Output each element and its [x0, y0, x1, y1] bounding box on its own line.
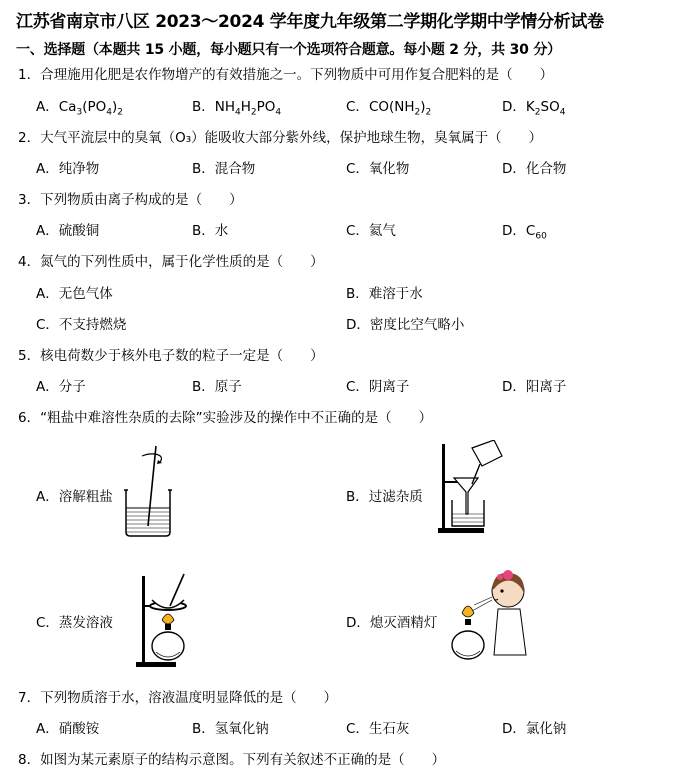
q7-option-d[interactable]: D．氯化钠 — [502, 721, 567, 737]
q2-option-b[interactable]: B．混合物 — [192, 161, 256, 177]
q1-option-c[interactable]: C．$CO(NH_2)_2$ — [346, 99, 432, 118]
q6-option-c[interactable]: C．蒸发溶液 — [36, 615, 113, 631]
question-7-stem: 7．下列物质溶于水，溶液温度明显降低的是（ ） — [18, 690, 338, 706]
section-heading: 一、选择题（本题共 15 小题，每小题只有一个选项符合题意。每小题 2 分，共 30 分） — [16, 42, 561, 58]
q2-option-c[interactable]: C．氧化物 — [346, 161, 410, 177]
question-6-stem: 6．“粗盐中难溶性杂质的去除”实验涉及的操作中不正确的是（ ） — [18, 410, 433, 426]
q4-option-c[interactable]: C．不支持燃烧 — [36, 317, 127, 333]
q6-option-a[interactable]: A．溶解粗盐 — [36, 489, 113, 505]
evaporation-figure — [132, 570, 212, 670]
blowing-alcohol-lamp-figure — [450, 565, 534, 673]
q4-option-b[interactable]: B．难溶于水 — [346, 286, 423, 302]
q6-option-d[interactable]: D．熄灭酒精灯 — [346, 615, 438, 631]
q1-option-a[interactable]: A．$Ca_3(PO_4)_2$ — [36, 99, 123, 118]
q3-option-c[interactable]: C．氦气 — [346, 223, 396, 239]
q2-option-a[interactable]: A．纯净物 — [36, 161, 100, 177]
filtration-figure — [432, 440, 512, 536]
q5-option-d[interactable]: D．阳离子 — [502, 379, 567, 395]
q7-option-a[interactable]: A．硝酸铵 — [36, 721, 100, 737]
q5-option-b[interactable]: B．原子 — [192, 379, 242, 395]
q3-option-d[interactable]: D．$C_{60}$ — [502, 223, 547, 242]
q6-option-b[interactable]: B．过滤杂质 — [346, 489, 423, 505]
q5-option-a[interactable]: A．分子 — [36, 379, 86, 395]
q2-option-d[interactable]: D．化合物 — [502, 161, 567, 177]
q1-option-b[interactable]: B．$NH_4H_2PO_4$ — [192, 99, 282, 118]
exam-title: 江苏省南京市八区 2023～2024 学年度九年级第二学期化学期中学情分析试卷 — [16, 12, 604, 32]
q7-option-b[interactable]: B．氢氧化钠 — [192, 721, 269, 737]
q4-option-d[interactable]: D．密度比空气略小 — [346, 317, 465, 333]
question-3-stem: 3．下列物质由离子构成的是（ ） — [18, 192, 243, 208]
q1-option-d[interactable]: D．$K_2SO_4$ — [502, 99, 566, 118]
q7-option-c[interactable]: C．生石灰 — [346, 721, 410, 737]
question-4-stem: 4．氮气的下列性质中，属于化学性质的是（ ） — [18, 254, 324, 270]
q3-option-a[interactable]: A．硫酸铜 — [36, 223, 100, 239]
question-8-stem: 8．如图为某元素原子的结构示意图。下列有关叙述不正确的是（ ） — [18, 752, 446, 768]
q4-option-a[interactable]: A．无色气体 — [36, 286, 113, 302]
q3-option-b[interactable]: B．水 — [192, 223, 229, 239]
question-1-stem: 1．合理施用化肥是农作物增产的有效措施之一。下列物质中可用作复合肥料的是（ ） — [18, 67, 554, 83]
question-2-stem: 2．大气平流层中的臭氧（O₃）能吸收大部分紫外线，保护地球生物，臭氧属于（ ） — [18, 130, 543, 146]
dissolving-beaker-figure — [118, 440, 178, 540]
question-5-stem: 5．核电荷数少于核外电子数的粒子一定是（ ） — [18, 348, 324, 364]
q5-option-c[interactable]: C．阴离子 — [346, 379, 410, 395]
